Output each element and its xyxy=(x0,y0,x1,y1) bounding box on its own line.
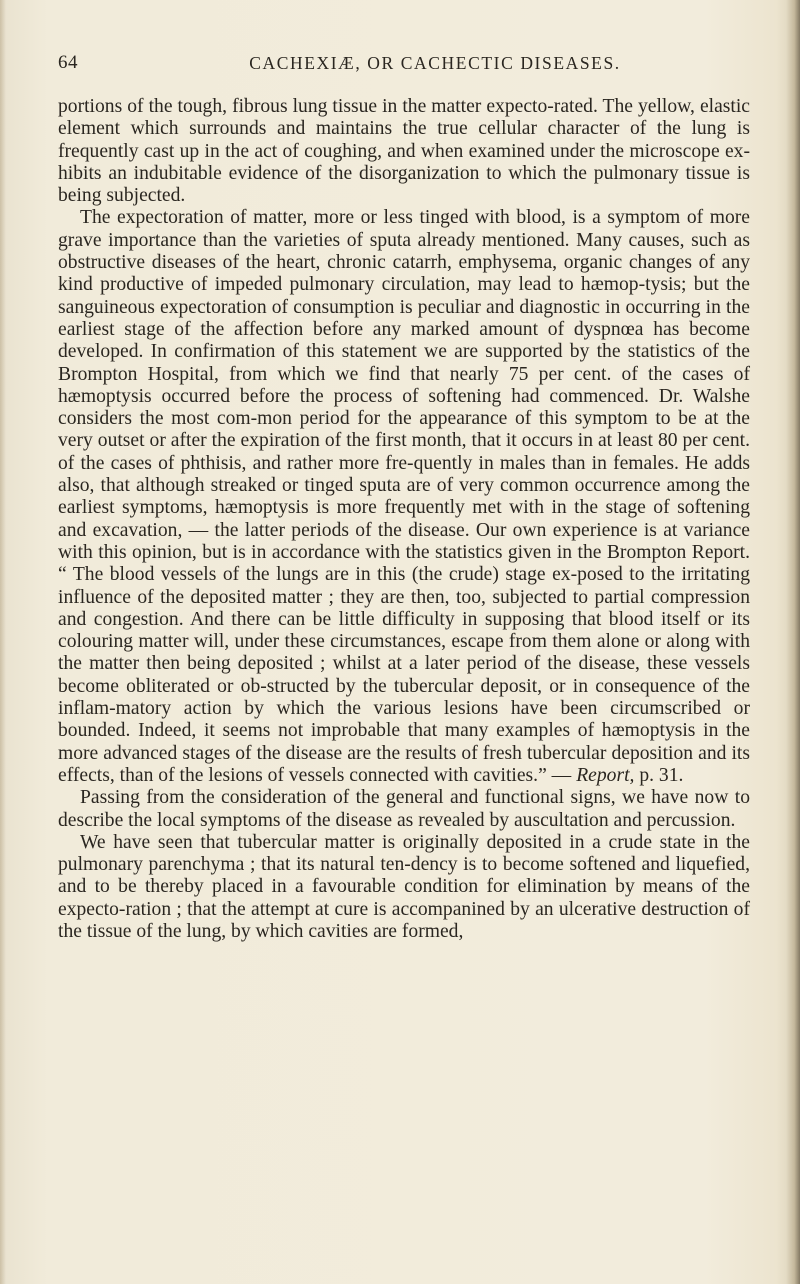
paragraph-text: The expectoration of matter, more or less tinged with blood, is a symptom of more grave importance than the varieties of sputa already mentioned. Many causes, such as obstructive diseases of the heart, chronic catarrh, emphysema, organic changes of any kind productive of impeded pulmonary circulation, may lead to hæmop-tysis; but the sanguineous expectoration of consumption is peculiar and diagnostic in occurring in the earliest stage of the affection before any marked amount of dyspnœa has become developed. In confirmation of this statement we are supported by the statistics of the Brompton Hospital, from which we find that nearly 75 per cent. of the cases of hæmoptysis occurred before the process of softening had commenced. Dr. Walshe considers the most com-mon period for the appearance of this symptom to be at the very outset or after the expiration of the first month, that it occurs in at least 80 per cent. of the cases of phthisis, and rather more fre-quently in males than in females. He adds also, that although streaked or tinged sputa are of very common occurrence among the earliest symptoms, hæmoptysis is more frequently met with in the stage of softening and excavation, — the latter periods of the disease. Our own experience is at variance with this opinion, but is in accordance with the statistics given in the Brompton Report. “ The blood vessels of the lungs are in this (the crude) stage ex-posed to the irritating influence of the deposited matter ; they are then, too, subjected to partial compression and congestion. And there can be little difficulty in supposing that blood itself or its colouring matter will, under these circumstances, escape from them alone or along with the matter then being deposited ; whilst at a later period of the disease, these vessels become obliterated or ob-structed by the tubercular deposit, or in consequence of the inflam-matory action by which the various lesions have been circumscribed or bounded. Indeed, it seems not improbable that many examples of hæmoptysis in the more advanced stages of the disease are the results of fresh tubercular deposition and its effects, than of the lesions of vessels connected with cavities.” — xyxy=(58,207,750,786)
page-number: 64 xyxy=(58,52,78,73)
body-text xyxy=(58,96,750,943)
running-title: CACHEXIÆ, OR CACHECTIC DISEASES. xyxy=(249,53,621,73)
paragraph-text: Passing from the consideration of the general and functional signs, we have now to describe the local symptoms of the disease as revealed by auscultation and percussion. xyxy=(58,787,750,831)
citation-report: Report, xyxy=(576,764,635,786)
page-gutter-shadow xyxy=(786,0,800,1284)
paragraph-text: portions of the tough, fibrous lung tissue in the matter expecto-rated. The yellow, elastic element which surrounds and maintains the true cellular character of the lung is frequently cast up in the act of coughing, and when examined under the microscope ex-hibits an indubitable evidence of the disorganization to which the pulmonary tissue is being subjected. xyxy=(58,96,750,207)
paragraph-hemoptysis xyxy=(58,207,750,787)
paragraph-continued xyxy=(58,96,750,207)
paragraph-tubercular-matter xyxy=(58,832,750,943)
citation-page: p. 31. xyxy=(634,764,684,786)
page-left-edge xyxy=(0,0,6,1284)
page-header xyxy=(58,52,748,82)
paragraph-text: We have seen that tubercular matter is originally deposited in a crude state in the pulmonary parenchyma ; that its natural ten-dency is to become softened and liquefied, and to be thereby placed in a favourable condition for elimination by means of the expecto-ration ; that the attempt at cure is accompanined by an ulcerative destruction of the tissue of the lung, by which cavities are formed, xyxy=(58,831,750,942)
paragraph-local-symptoms xyxy=(58,787,750,832)
